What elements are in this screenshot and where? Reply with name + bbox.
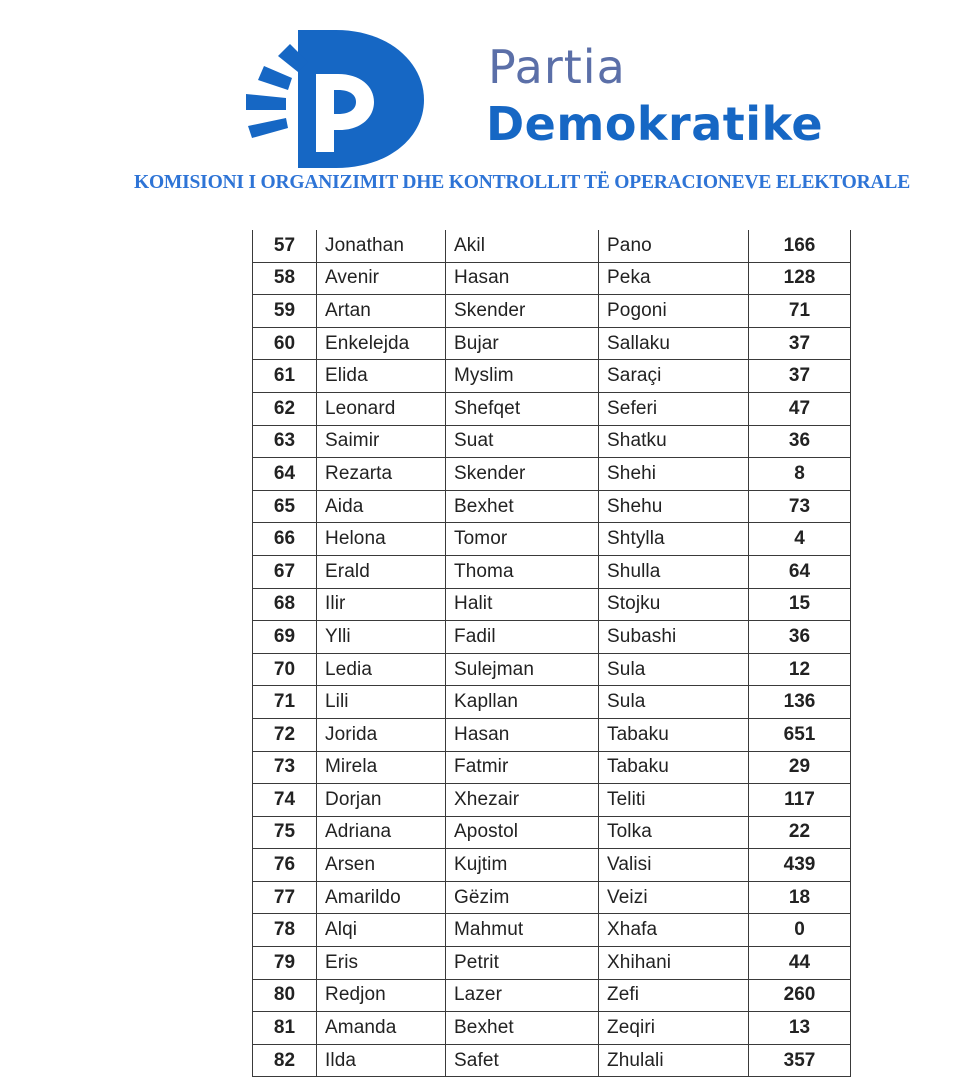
first-name: Avenir bbox=[317, 262, 446, 295]
father-name: Fadil bbox=[446, 621, 599, 654]
last-name: Sula bbox=[599, 686, 749, 719]
father-name: Suat bbox=[446, 425, 599, 458]
vote-count: 439 bbox=[749, 849, 851, 882]
father-name: Fatmir bbox=[446, 751, 599, 784]
last-name: Xhafa bbox=[599, 914, 749, 947]
row-number: 74 bbox=[253, 784, 317, 817]
vote-count: 357 bbox=[749, 1044, 851, 1077]
father-name: Shefqet bbox=[446, 392, 599, 425]
father-name: Gëzim bbox=[446, 881, 599, 914]
last-name: Tabaku bbox=[599, 751, 749, 784]
father-name: Kujtim bbox=[446, 849, 599, 882]
last-name: Zefi bbox=[599, 979, 749, 1012]
last-name: Zhulali bbox=[599, 1044, 749, 1077]
first-name: Jonathan bbox=[317, 230, 446, 262]
father-name: Mahmut bbox=[446, 914, 599, 947]
first-name: Ilir bbox=[317, 588, 446, 621]
first-name: Erald bbox=[317, 555, 446, 588]
last-name: Sallaku bbox=[599, 327, 749, 360]
row-number: 63 bbox=[253, 425, 317, 458]
first-name: Alqi bbox=[317, 914, 446, 947]
row-number: 65 bbox=[253, 490, 317, 523]
last-name: Xhihani bbox=[599, 947, 749, 980]
results-table bbox=[252, 230, 850, 1077]
row-number: 68 bbox=[253, 588, 317, 621]
first-name: Leonard bbox=[317, 392, 446, 425]
father-name: Akil bbox=[446, 230, 599, 262]
last-name: Subashi bbox=[599, 621, 749, 654]
table-row bbox=[253, 392, 851, 425]
vote-count: 36 bbox=[749, 621, 851, 654]
father-name: Lazer bbox=[446, 979, 599, 1012]
last-name: Sula bbox=[599, 653, 749, 686]
father-name: Thoma bbox=[446, 555, 599, 588]
vote-count: 136 bbox=[749, 686, 851, 719]
vote-count: 15 bbox=[749, 588, 851, 621]
last-name: Veizi bbox=[599, 881, 749, 914]
row-number: 59 bbox=[253, 295, 317, 328]
vote-count: 12 bbox=[749, 653, 851, 686]
father-name: Kapllan bbox=[446, 686, 599, 719]
table-row bbox=[253, 295, 851, 328]
logo-text-demokratike: Demokratike bbox=[486, 97, 824, 151]
row-number: 67 bbox=[253, 555, 317, 588]
father-name: Sulejman bbox=[446, 653, 599, 686]
row-number: 76 bbox=[253, 849, 317, 882]
first-name: Jorida bbox=[317, 718, 446, 751]
vote-count: 117 bbox=[749, 784, 851, 817]
commission-title: KOMISIONI I ORGANIZIMIT DHE KONTROLLIT TË OPERACIONEVE ELEKTORALE bbox=[134, 172, 911, 193]
table-row bbox=[253, 490, 851, 523]
vote-count: 22 bbox=[749, 816, 851, 849]
table-row bbox=[253, 621, 851, 654]
table-row bbox=[253, 230, 851, 262]
first-name: Amanda bbox=[317, 1012, 446, 1045]
vote-count: 18 bbox=[749, 881, 851, 914]
row-number: 60 bbox=[253, 327, 317, 360]
vote-count: 0 bbox=[749, 914, 851, 947]
row-number: 72 bbox=[253, 718, 317, 751]
table-row bbox=[253, 784, 851, 817]
father-name: Halit bbox=[446, 588, 599, 621]
table-row bbox=[253, 425, 851, 458]
last-name: Tabaku bbox=[599, 718, 749, 751]
vote-count: 36 bbox=[749, 425, 851, 458]
party-logo-icon bbox=[238, 22, 438, 172]
first-name: Elida bbox=[317, 360, 446, 393]
last-name: Shulla bbox=[599, 555, 749, 588]
last-name: Shtylla bbox=[599, 523, 749, 556]
first-name: Amarildo bbox=[317, 881, 446, 914]
father-name: Tomor bbox=[446, 523, 599, 556]
vote-count: 37 bbox=[749, 360, 851, 393]
vote-count: 8 bbox=[749, 458, 851, 491]
row-number: 77 bbox=[253, 881, 317, 914]
father-name: Bujar bbox=[446, 327, 599, 360]
vote-count: 4 bbox=[749, 523, 851, 556]
first-name: Redjon bbox=[317, 979, 446, 1012]
vote-count: 651 bbox=[749, 718, 851, 751]
row-number: 64 bbox=[253, 458, 317, 491]
last-name: Teliti bbox=[599, 784, 749, 817]
father-name: Apostol bbox=[446, 816, 599, 849]
last-name: Peka bbox=[599, 262, 749, 295]
table-row bbox=[253, 327, 851, 360]
table-row bbox=[253, 979, 851, 1012]
row-number: 57 bbox=[253, 230, 317, 262]
row-number: 82 bbox=[253, 1044, 317, 1077]
table-row bbox=[253, 523, 851, 556]
last-name: Shatku bbox=[599, 425, 749, 458]
father-name: Hasan bbox=[446, 718, 599, 751]
table-row bbox=[253, 914, 851, 947]
vote-count: 13 bbox=[749, 1012, 851, 1045]
row-number: 70 bbox=[253, 653, 317, 686]
table-row bbox=[253, 360, 851, 393]
table-row bbox=[253, 588, 851, 621]
row-number: 78 bbox=[253, 914, 317, 947]
father-name: Petrit bbox=[446, 947, 599, 980]
last-name: Seferi bbox=[599, 392, 749, 425]
first-name: Aida bbox=[317, 490, 446, 523]
table-row bbox=[253, 947, 851, 980]
vote-count: 37 bbox=[749, 327, 851, 360]
father-name: Bexhet bbox=[446, 490, 599, 523]
last-name: Stojku bbox=[599, 588, 749, 621]
vote-count: 71 bbox=[749, 295, 851, 328]
row-number: 61 bbox=[253, 360, 317, 393]
first-name: Rezarta bbox=[317, 458, 446, 491]
last-name: Saraçi bbox=[599, 360, 749, 393]
row-number: 66 bbox=[253, 523, 317, 556]
vote-count: 64 bbox=[749, 555, 851, 588]
row-number: 69 bbox=[253, 621, 317, 654]
last-name: Pano bbox=[599, 230, 749, 262]
vote-count: 73 bbox=[749, 490, 851, 523]
table-row bbox=[253, 262, 851, 295]
last-name: Pogoni bbox=[599, 295, 749, 328]
father-name: Myslim bbox=[446, 360, 599, 393]
first-name: Dorjan bbox=[317, 784, 446, 817]
row-number: 81 bbox=[253, 1012, 317, 1045]
table-row bbox=[253, 653, 851, 686]
document-header bbox=[0, 0, 980, 200]
first-name: Saimir bbox=[317, 425, 446, 458]
first-name: Eris bbox=[317, 947, 446, 980]
first-name: Ilda bbox=[317, 1044, 446, 1077]
table-row bbox=[253, 1044, 851, 1077]
first-name: Mirela bbox=[317, 751, 446, 784]
row-number: 62 bbox=[253, 392, 317, 425]
row-number: 73 bbox=[253, 751, 317, 784]
logo-text-partia: Partia bbox=[488, 40, 626, 94]
table-row bbox=[253, 1012, 851, 1045]
father-name: Safet bbox=[446, 1044, 599, 1077]
father-name: Bexhet bbox=[446, 1012, 599, 1045]
vote-count: 128 bbox=[749, 262, 851, 295]
father-name: Skender bbox=[446, 295, 599, 328]
last-name: Valisi bbox=[599, 849, 749, 882]
vote-count: 166 bbox=[749, 230, 851, 262]
last-name: Shehu bbox=[599, 490, 749, 523]
first-name: Enkelejda bbox=[317, 327, 446, 360]
table-row bbox=[253, 555, 851, 588]
row-number: 79 bbox=[253, 947, 317, 980]
table-row bbox=[253, 458, 851, 491]
first-name: Ylli bbox=[317, 621, 446, 654]
first-name: Ledia bbox=[317, 653, 446, 686]
table-row bbox=[253, 881, 851, 914]
last-name: Zeqiri bbox=[599, 1012, 749, 1045]
first-name: Helona bbox=[317, 523, 446, 556]
row-number: 80 bbox=[253, 979, 317, 1012]
row-number: 58 bbox=[253, 262, 317, 295]
vote-count: 29 bbox=[749, 751, 851, 784]
vote-count: 47 bbox=[749, 392, 851, 425]
vote-count: 44 bbox=[749, 947, 851, 980]
last-name: Shehi bbox=[599, 458, 749, 491]
row-number: 71 bbox=[253, 686, 317, 719]
table-row bbox=[253, 849, 851, 882]
row-number: 75 bbox=[253, 816, 317, 849]
first-name: Lili bbox=[317, 686, 446, 719]
table-row bbox=[253, 751, 851, 784]
first-name: Arsen bbox=[317, 849, 446, 882]
last-name: Tolka bbox=[599, 816, 749, 849]
table-row bbox=[253, 816, 851, 849]
table-row bbox=[253, 686, 851, 719]
father-name: Skender bbox=[446, 458, 599, 491]
vote-count: 260 bbox=[749, 979, 851, 1012]
table-row bbox=[253, 718, 851, 751]
father-name: Xhezair bbox=[446, 784, 599, 817]
first-name: Adriana bbox=[317, 816, 446, 849]
father-name: Hasan bbox=[446, 262, 599, 295]
first-name: Artan bbox=[317, 295, 446, 328]
